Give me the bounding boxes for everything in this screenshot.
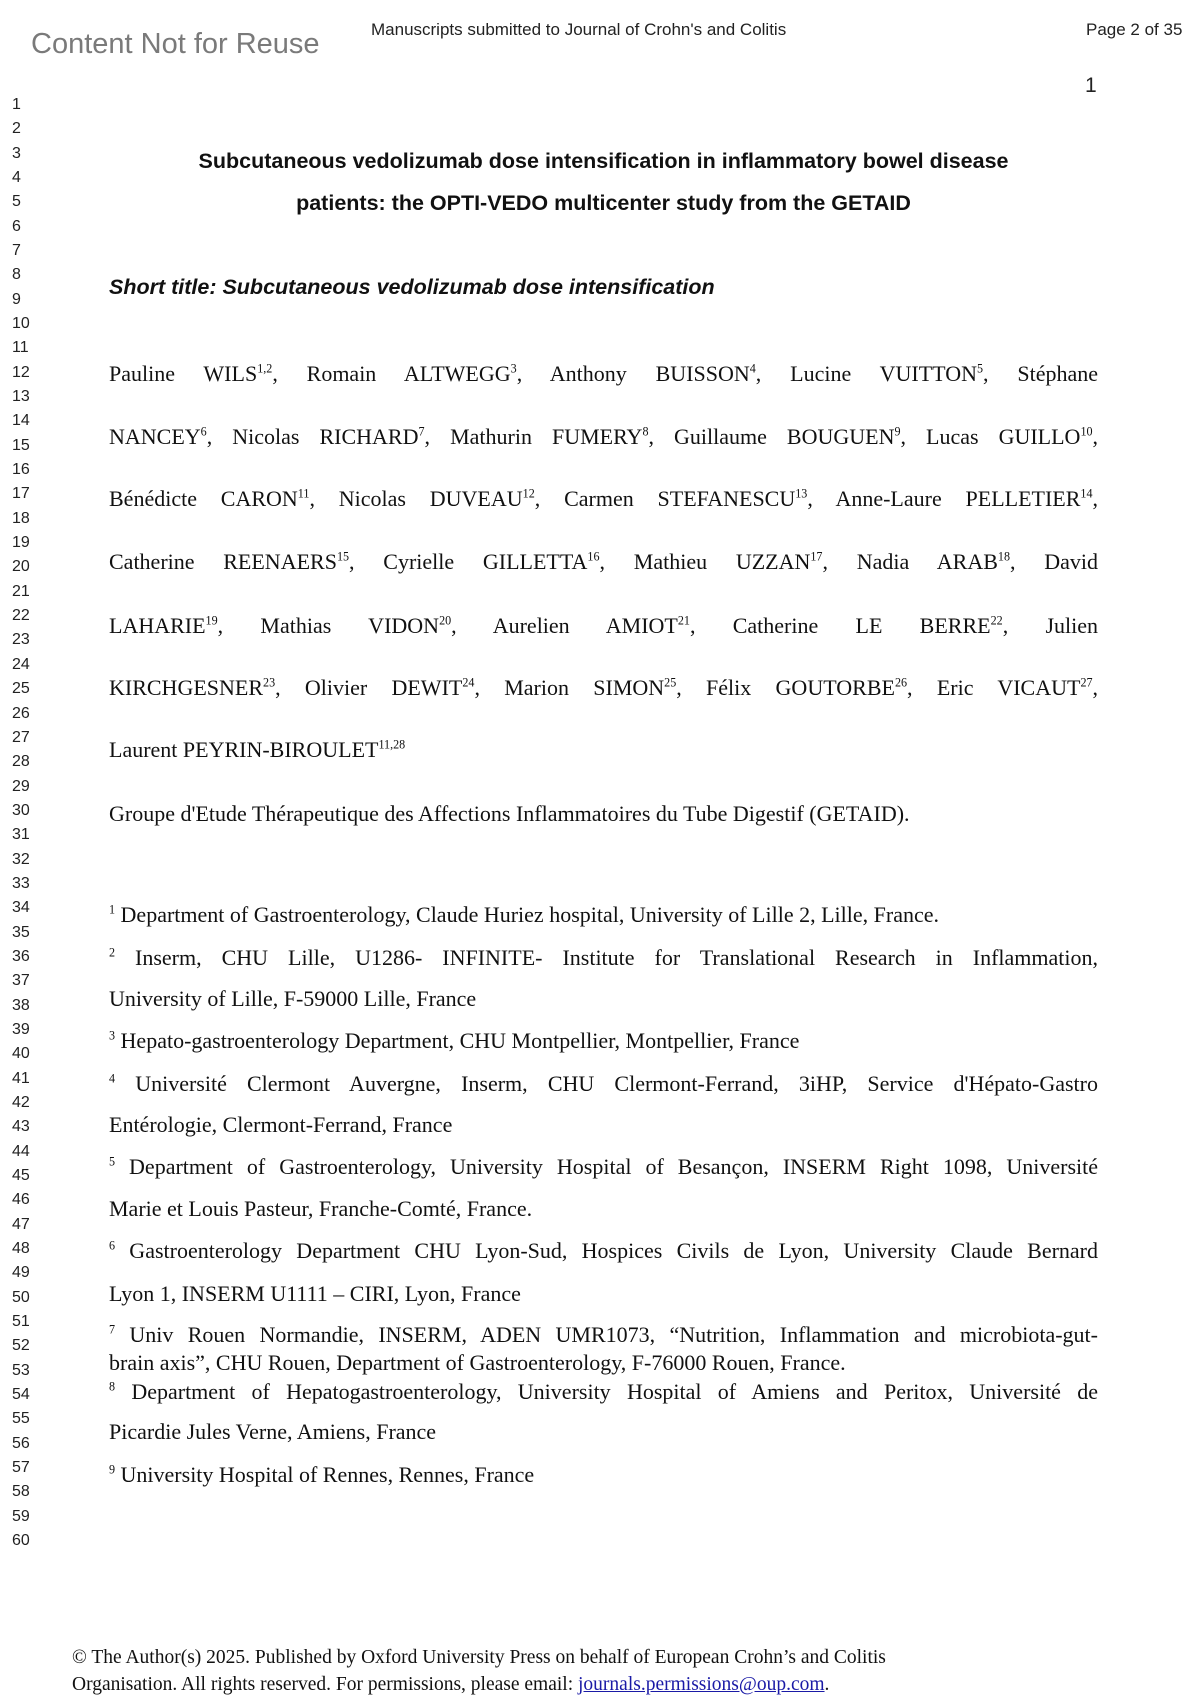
affiliation-line bbox=[109, 945, 1098, 971]
line-number: 18 bbox=[12, 509, 30, 527]
line-number: 23 bbox=[12, 631, 30, 649]
affiliation-line bbox=[109, 1462, 1098, 1488]
affiliation-line bbox=[109, 986, 1098, 1012]
line-number: 60 bbox=[12, 1532, 30, 1550]
author-line: LAHARIE$^{19}$, Mathias VIDON$^{20}$, Aurelien AMIOT$^{21}$, Catherine LE BERRE$^{22}$, Julien bbox=[109, 613, 1099, 638]
line-number: 16 bbox=[12, 461, 30, 479]
line-number: 2 bbox=[12, 120, 21, 138]
affiliation-number: 8 bbox=[109, 1379, 116, 1394]
line-number: 53 bbox=[12, 1361, 30, 1379]
author-name: Lucine VUITTON bbox=[790, 361, 977, 386]
line-number: 50 bbox=[12, 1288, 30, 1306]
line-number: 15 bbox=[12, 436, 30, 454]
affiliation-text: brain axis”, CHU Rouen, Department of Gastroenterology, F-76000 Rouen, France. bbox=[109, 1350, 846, 1375]
permissions-email-link[interactable]: journals.permissions@oup.com bbox=[578, 1674, 825, 1695]
author-name: Guillaume BOUGUEN bbox=[674, 424, 895, 449]
line-number: 58 bbox=[12, 1483, 30, 1501]
author-affiliation-ref: 4 bbox=[749, 361, 756, 376]
line-number: 10 bbox=[12, 315, 30, 333]
author-name: Anthony BUISSON bbox=[549, 361, 750, 386]
affiliation-number: 4 bbox=[109, 1071, 116, 1086]
line-number: 44 bbox=[12, 1142, 30, 1160]
author-affiliation-ref: 8 bbox=[642, 424, 649, 439]
affiliation-text: Lyon 1, INSERM U1111 – CIRI, Lyon, France bbox=[109, 1281, 521, 1306]
line-number: 37 bbox=[12, 972, 30, 990]
affiliation-line bbox=[109, 1112, 1098, 1138]
line-number: 56 bbox=[12, 1434, 30, 1452]
author-affiliation-ref: 21 bbox=[677, 613, 690, 628]
line-number: 31 bbox=[12, 826, 30, 844]
affiliation-line bbox=[109, 1350, 1098, 1376]
line-number: 51 bbox=[12, 1313, 30, 1330]
line-number: 12 bbox=[12, 363, 30, 381]
author-name: NANCEY bbox=[109, 424, 201, 449]
author-name: Anne-Laure PELLETIER bbox=[835, 486, 1081, 511]
affiliation-line bbox=[109, 1154, 1098, 1180]
line-number: 8 bbox=[12, 266, 21, 284]
author-affiliation-ref: 11,28 bbox=[378, 737, 406, 752]
author-name: David bbox=[1044, 549, 1099, 574]
author-line: Bénédicte CARON$^{11}$, Nicolas DUVEAU$^{12}$, Carmen STEFANESCU$^{13}$, Anne-Laure PELLETIER$^{14}$, bbox=[109, 486, 1098, 511]
author-affiliation-ref: 9 bbox=[894, 424, 901, 439]
affiliation-text: University of Lille, F-59000 Lille, France bbox=[109, 986, 477, 1011]
author-name: Catherine LE BERRE bbox=[732, 613, 991, 638]
author-name: Nicolas DUVEAU bbox=[338, 486, 523, 511]
author-name: Catherine REENAERS bbox=[109, 549, 337, 574]
line-number: 42 bbox=[12, 1093, 30, 1111]
author-affiliation-ref: 25 bbox=[664, 675, 677, 690]
line-number: 4 bbox=[12, 169, 21, 187]
line-number: 6 bbox=[12, 217, 21, 235]
author-name: Mathieu UZZAN bbox=[633, 549, 811, 574]
watermark: Content Not for Reuse bbox=[31, 28, 320, 60]
author-name: Carmen STEFANESCU bbox=[564, 486, 796, 511]
author-name: Eric VICAUT bbox=[936, 675, 1081, 700]
line-number: 55 bbox=[12, 1410, 30, 1428]
affiliation-text: University Hospital of Rennes, Rennes, France bbox=[115, 1462, 535, 1487]
line-number: 40 bbox=[12, 1045, 30, 1063]
author-affiliation-ref: 15 bbox=[336, 549, 350, 564]
page-counter: Page 2 of 35 bbox=[1086, 20, 1183, 39]
line-number: 46 bbox=[12, 1191, 30, 1209]
affiliation-text: Entérologie, Clermont-Ferrand, France bbox=[109, 1112, 453, 1137]
author-affiliation-ref: 3 bbox=[510, 361, 517, 376]
line-number: 21 bbox=[12, 582, 30, 600]
author-affiliation-ref: 16 bbox=[587, 549, 600, 564]
affiliation-line bbox=[109, 1322, 1098, 1348]
line-number: 17 bbox=[12, 485, 30, 503]
author-affiliation-ref: 17 bbox=[810, 549, 823, 564]
affiliation-text: Univ Rouen Normandie, INSERM, ADEN UMR1073, “Nutrition, Inflammation and microbiota-gut- bbox=[115, 1322, 1098, 1347]
affiliation-line bbox=[109, 1281, 1098, 1307]
copyright-text: Organisation. All rights reserved. For permissions, please email: bbox=[72, 1674, 579, 1695]
author-name: Mathias VIDON bbox=[260, 613, 440, 638]
author-name: Cyrielle GILLETTA bbox=[383, 549, 588, 574]
author-affiliation-ref: 23 bbox=[263, 675, 276, 690]
affiliation-number: 9 bbox=[109, 1462, 116, 1477]
line-number: 48 bbox=[12, 1239, 30, 1257]
author-affiliation-ref: 1,2 bbox=[257, 361, 273, 376]
line-number: 35 bbox=[12, 923, 30, 941]
affiliation-line bbox=[109, 1028, 1098, 1054]
affiliation-text: Department of Gastroenterology, Claude Huriez hospital, University of Lille 2, Lille, France. bbox=[115, 902, 939, 927]
affiliation-text: Department of Hepatogastroenterology, University Hospital of Amiens and Peritox, Université de bbox=[115, 1379, 1098, 1404]
author-affiliation-ref: 19 bbox=[205, 613, 218, 628]
author-line: NANCEY$^6$, Nicolas RICHARD$^7$, Mathurin FUMERY$^8$, Guillaume BOUGUEN$^9$, Lucas GUILLO$^{10}$, bbox=[109, 424, 1099, 449]
author-name: Laurent PEYRIN-BIROULET bbox=[109, 737, 379, 762]
author-name: KIRCHGESNER bbox=[109, 675, 264, 700]
line-number: 14 bbox=[12, 412, 30, 430]
author-name: Nicolas RICHARD bbox=[232, 424, 419, 449]
line-number: 57 bbox=[12, 1459, 30, 1477]
author-name: Lucas GUILLO bbox=[926, 424, 1081, 449]
line-number: 32 bbox=[12, 850, 30, 868]
author-name: Félix GOUTORBE bbox=[706, 675, 895, 700]
line-number: 11 bbox=[12, 339, 29, 357]
line-number: 3 bbox=[12, 144, 21, 162]
author-affiliation-ref: 20 bbox=[439, 613, 452, 628]
author-affiliation-ref: 26 bbox=[894, 675, 908, 690]
affiliation-text: Gastroenterology Department CHU Lyon-Sud, Hospices Civils de Lyon, University Claude Bernard bbox=[115, 1238, 1098, 1263]
journal-header: Manuscripts submitted to Journal of Crohn's and Colitis bbox=[371, 20, 787, 39]
author-affiliation-ref: 7 bbox=[418, 424, 425, 439]
author-affiliation-ref: 22 bbox=[990, 613, 1003, 628]
affiliation-text: Université Clermont Auvergne, Inserm, CHU Clermont-Ferrand, 3iHP, Service d'Hépato-Gastro bbox=[115, 1071, 1098, 1096]
study-group: Groupe d'Etude Thérapeutique des Affections Inflammatoires du Tube Digestif (GETAID). bbox=[109, 801, 910, 826]
author-affiliation-ref: 11 bbox=[297, 486, 310, 501]
line-number: 25 bbox=[12, 680, 30, 698]
line-number: 1 bbox=[12, 96, 21, 113]
line-number: 39 bbox=[12, 1020, 30, 1038]
author-name: Nadia ARAB bbox=[856, 549, 998, 574]
affiliation-number: 6 bbox=[109, 1238, 116, 1253]
line-number: 34 bbox=[12, 899, 30, 917]
author-name: Julien bbox=[1045, 613, 1099, 638]
line-number: 41 bbox=[12, 1069, 30, 1087]
author-name: Olivier DEWIT bbox=[304, 675, 463, 700]
affiliation-number: 7 bbox=[109, 1322, 116, 1337]
author-affiliation-ref: 12 bbox=[522, 486, 535, 501]
author-name: Romain ALTWEGG bbox=[306, 361, 511, 386]
author-line bbox=[109, 737, 1098, 763]
author-name: Marion SIMON bbox=[504, 675, 665, 700]
line-number: 29 bbox=[12, 777, 30, 795]
affiliation-line bbox=[109, 1238, 1098, 1264]
line-number: 24 bbox=[12, 655, 30, 673]
author-affiliation-ref: 6 bbox=[200, 424, 207, 439]
line-number: 43 bbox=[12, 1118, 30, 1136]
author-affiliation-ref: 27 bbox=[1080, 675, 1093, 690]
line-number: 54 bbox=[12, 1386, 30, 1404]
author-name: Pauline WILS bbox=[109, 361, 258, 386]
line-number: 45 bbox=[12, 1166, 30, 1184]
copyright-period: . bbox=[824, 1674, 830, 1695]
affiliation-line bbox=[109, 902, 1098, 928]
author-affiliation-ref: 5 bbox=[976, 361, 984, 376]
author-line: KIRCHGESNER$^{23}$, Olivier DEWIT$^{24}$, Marion SIMON$^{25}$, Félix GOUTORBE$^{26}$, Eric VICAUT$^{27}$, bbox=[109, 675, 1099, 700]
line-number: 27 bbox=[12, 728, 30, 746]
author-name: Stéphane bbox=[1017, 361, 1099, 386]
line-number: 47 bbox=[12, 1215, 30, 1233]
author-affiliation-ref: 13 bbox=[795, 486, 808, 501]
page-number: 1 bbox=[1085, 74, 1097, 97]
line-number: 20 bbox=[12, 558, 30, 576]
line-number: 22 bbox=[12, 607, 30, 625]
author-name: Aurelien AMIOT bbox=[492, 613, 678, 638]
affiliation-text: Picardie Jules Verne, Amiens, France bbox=[109, 1419, 437, 1444]
affiliation-number: 5 bbox=[109, 1154, 116, 1169]
copyright-line-2 bbox=[72, 1673, 829, 1697]
author-name: Bénédicte CARON bbox=[109, 486, 298, 511]
affiliation-number: 1 bbox=[109, 902, 116, 917]
author-line: Catherine REENAERS$^{15}$, Cyrielle GILLETTA$^{16}$, Mathieu UZZAN$^{17}$, Nadia ARAB$^{18}$, David bbox=[109, 549, 1099, 574]
affiliation-text: Inserm, CHU Lille, U1286- INFINITE- Institute for Translational Research in Inflammation, bbox=[115, 945, 1098, 970]
affiliation-text: Hepato-gastroenterology Department, CHU Montpellier, Montpellier, France bbox=[115, 1028, 800, 1053]
line-number: 13 bbox=[12, 388, 30, 406]
line-number: 26 bbox=[12, 704, 30, 722]
author-affiliation-ref: 14 bbox=[1080, 486, 1093, 501]
copyright-line-1: © The Author(s) 2025. Published by Oxford University Press on behalf of European Crohn’s and Colitis bbox=[72, 1647, 886, 1668]
line-number: 28 bbox=[12, 753, 30, 771]
author-name: Mathurin FUMERY bbox=[450, 424, 643, 449]
affiliation-line bbox=[109, 1419, 1098, 1445]
affiliation-text: Department of Gastroenterology, University Hospital of Besançon, INSERM Right 1098, Université bbox=[115, 1154, 1098, 1179]
line-number: 36 bbox=[12, 947, 30, 965]
line-number: 33 bbox=[12, 874, 30, 892]
paper-title-line-1: Subcutaneous vedolizumab dose intensification in inflammatory bowel disease bbox=[198, 149, 1009, 173]
line-number: 7 bbox=[12, 242, 21, 260]
line-number: 49 bbox=[12, 1264, 30, 1282]
affiliation-number: 3 bbox=[109, 1028, 116, 1043]
affiliation-line bbox=[109, 1071, 1098, 1097]
author-affiliation-ref: 24 bbox=[462, 675, 475, 690]
line-number: 19 bbox=[12, 534, 30, 552]
affiliation-number: 2 bbox=[109, 945, 116, 960]
affiliation-line bbox=[109, 1196, 1098, 1222]
paper-title-line-2: patients: the OPTI-VEDO multicenter study from the GETAID bbox=[296, 191, 911, 215]
line-number: 9 bbox=[12, 290, 21, 308]
author-affiliation-ref: 10 bbox=[1080, 424, 1093, 439]
line-number: 52 bbox=[12, 1337, 30, 1355]
short-title: Short title: Subcutaneous vedolizumab dose intensification bbox=[109, 275, 715, 299]
affiliation-text: Marie et Louis Pasteur, Franche-Comté, France. bbox=[109, 1196, 533, 1221]
author-line: Pauline WILS$^{1,2}$, Romain ALTWEGG$^3$, Anthony BUISSON$^4$, Lucine VUITTON$^5$, Stéphane bbox=[109, 361, 1099, 386]
line-number: 5 bbox=[12, 193, 21, 211]
line-number: 59 bbox=[12, 1507, 30, 1525]
line-number: 30 bbox=[12, 801, 30, 819]
author-name: LAHARIE bbox=[109, 613, 206, 638]
line-number: 38 bbox=[12, 996, 30, 1014]
affiliation-line bbox=[109, 1379, 1098, 1405]
author-affiliation-ref: 18 bbox=[997, 549, 1010, 564]
